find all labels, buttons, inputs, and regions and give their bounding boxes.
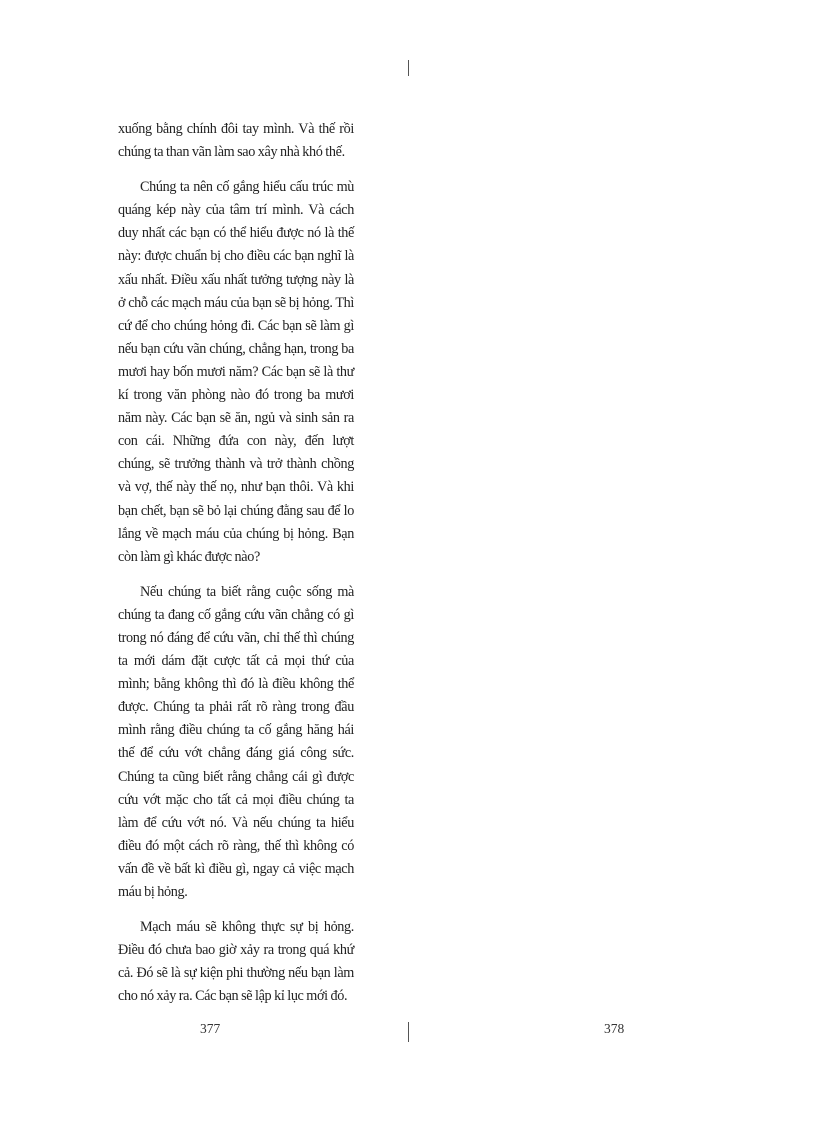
- page-number-right: 378: [604, 1021, 625, 1036]
- page-gutter-divider-bottom: [408, 1022, 409, 1042]
- page-number-left: 377: [200, 1021, 221, 1036]
- paragraph: Nếu chúng ta biết rằng cuộc sống mà chúng ta đang cố gắng cứu vãn chẳng có gì trong nó đáng để cứu vãn, chỉ thế thì chúng ta mới dám đặt cược tất cả mọi thứ của mình; bằng không thì đó là điều không thể được. Chúng ta phải rất rõ ràng trong đầu mình rằng điều chúng ta cố gắng hăng hái thế để cứu vớt chẳng đáng giá công sức. Chúng ta cũng biết rằng chẳng cái gì được cứu vớt mặc cho tất cả mọi điều chúng ta làm để cứu vớt nó. Và nếu chúng ta hiểu điều đó một cách rõ ràng, thế thì không có vấn đề về bất kì điều gì, ngay cả việc mạch máu bị hỏng.: [118, 583, 354, 900]
- paragraph: Mạch máu sẽ không thực sự bị hỏng. Điều đó chưa bao giờ xảy ra trong quá khứ cả. Đó sẽ là sự kiện phi thường nếu bạn làm cho nó xảy ra. Các bạn sẽ lập kỉ lục mới đó.: [118, 919, 354, 1005]
- paragraph-continued: xuống bằng chính đôi tay mình. Và thế rồi chúng ta than vãn làm sao xây nhà khó thế.: [118, 121, 354, 161]
- paragraph: Chúng ta nên cố gắng hiểu cấu trúc mù quáng kép này của tâm trí mình. Và cách duy nhất các bạn có thể hiểu được nó là thế này: được chuẩn bị cho điều các bạn nghĩ là xấu nhất. Điều xấu nhất tưởng tượng này là ở chỗ các mạch máu của bạn sẽ bị hỏng. Thì cứ để cho chúng hỏng đi. Các bạn sẽ làm gì nếu bạn cứu vãn chúng, chẳng hạn, trong ba mươi hay bốn mươi năm? Các bạn sẽ là thư kí trong văn phòng nào đó trong ba mươi năm này. Các bạn sẽ ăn, ngủ và sinh sản ra con cái. Những đứa con này, đến lượt chúng, sẽ trưởng thành và trở thành chồng và vợ, thế này thế nọ, như bạn thôi. Và khi bạn chết, bạn sẽ bỏ lại chúng đằng sau để lo lắng về mạch máu của chúng bị hỏng. Bạn còn làm gì khác được nào?: [118, 179, 354, 565]
- left-page-body: [118, 118, 354, 1008]
- page-gutter-divider-top: [408, 60, 409, 76]
